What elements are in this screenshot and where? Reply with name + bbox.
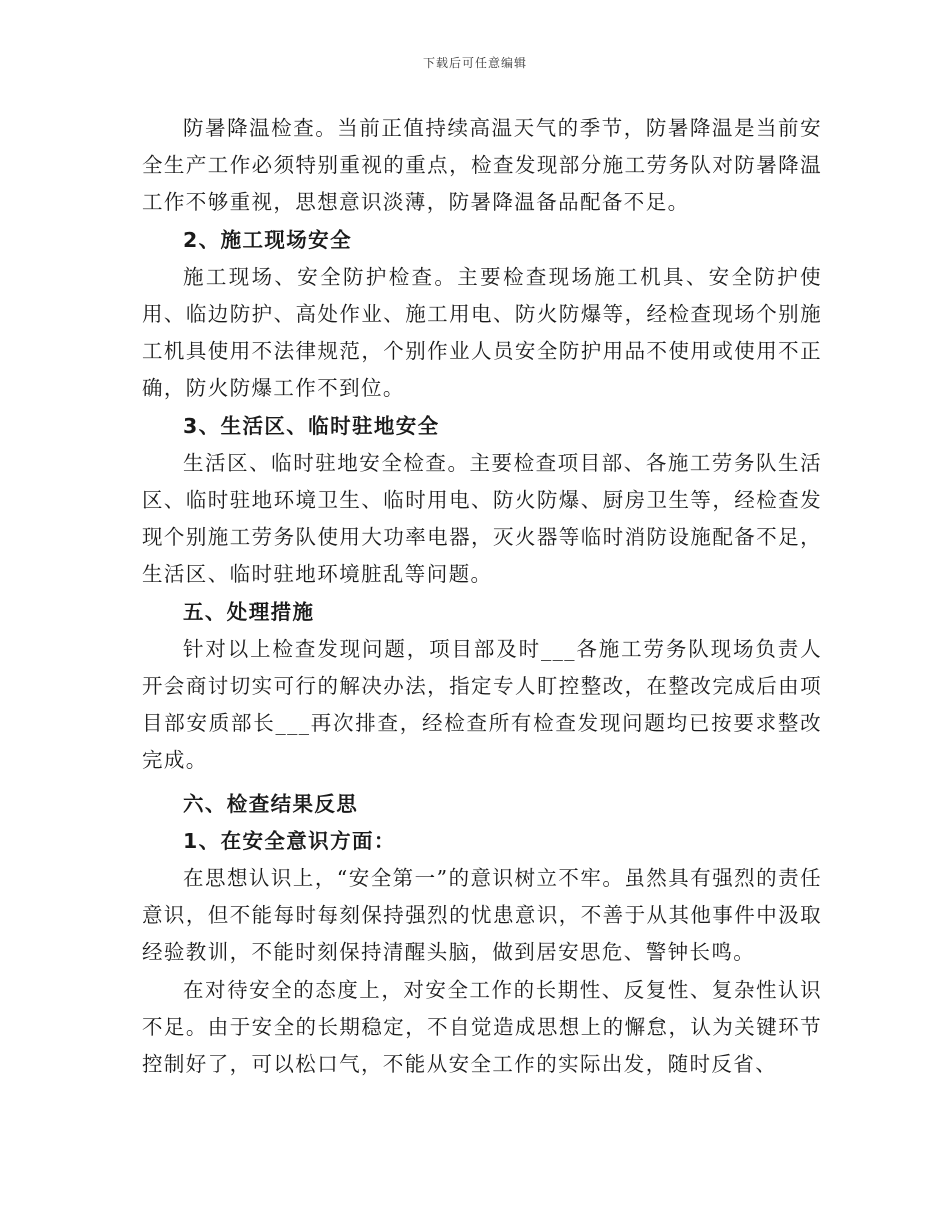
heading-safety-awareness: 1、在安全意识方面： [183,828,396,853]
paragraph-handling-measures: 针对以上检查发现问题，项目部及时___各施工劳务队现场负责人开会商讨切实可行的解决办法，指定专人盯控整改，在整改完成后由项目部安质部长___再次排查，经检查所有检查发现问题均已按要求整改完成。 [142,636,822,773]
page-header: 下载后可任意编辑 [422,56,527,70]
paragraph-living-area-inspection: 生活区、临时驻地安全检查。主要检查项目部、各施工劳务队生活区、临时驻地环境卫生、临时用电、防火防爆、厨房卫生等，经检查发现个别施工劳务队使用大功率电器，灭火器等临时消防设施配备不足，生活区、临时驻地环境脏乱等问题。 [142,450,822,587]
heading-reflection: 六、检查结果反思 [183,791,359,816]
heading-site-safety: 2、施工现场安全 [183,227,352,252]
heading-living-area-safety: 3、生活区、临时驻地安全 [183,413,440,438]
paragraph-site-inspection: 施工现场、安全防护检查。主要检查现场施工机具、安全防护使用、临边防护、高处作业、施工用电、防火防爆等，经检查现场个别施工机具使用不法律规范，个别作业人员安全防护用品不使用或使用不正确，防火防爆工作不到位。 [142,264,822,401]
paragraph-thinking-awareness: 在思想认识上，“安全第一”的意识树立不牢。虽然具有强烈的责任意识，但不能每时每刻保持强烈的忧患意识，不善于从其他事件中汲取经验教训，不能时刻保持清醒头脑，做到居安思危、警钟长鸣。 [142,866,822,965]
paragraph-safety-attitude: 在对待安全的态度上，对安全工作的长期性、反复性、复杂性认识不足。由于安全的长期稳定，不自觉造成思想上的懈怠，认为关键环节控制好了，可以松口气，不能从安全工作的实际出发，随时反省、 [142,977,822,1077]
paragraph-heat-prevention: 防暑降温检查。当前正值持续高温天气的季节，防暑降温是当前安全生产工作必须特别重视的重点，检查发现部分施工劳务队对防暑降温工作不够重视，思想意识淡薄，防暑降温备品配备不足。 [142,116,822,215]
heading-handling-measures: 五、处理措施 [183,599,315,624]
document-body [142,110,822,1083]
